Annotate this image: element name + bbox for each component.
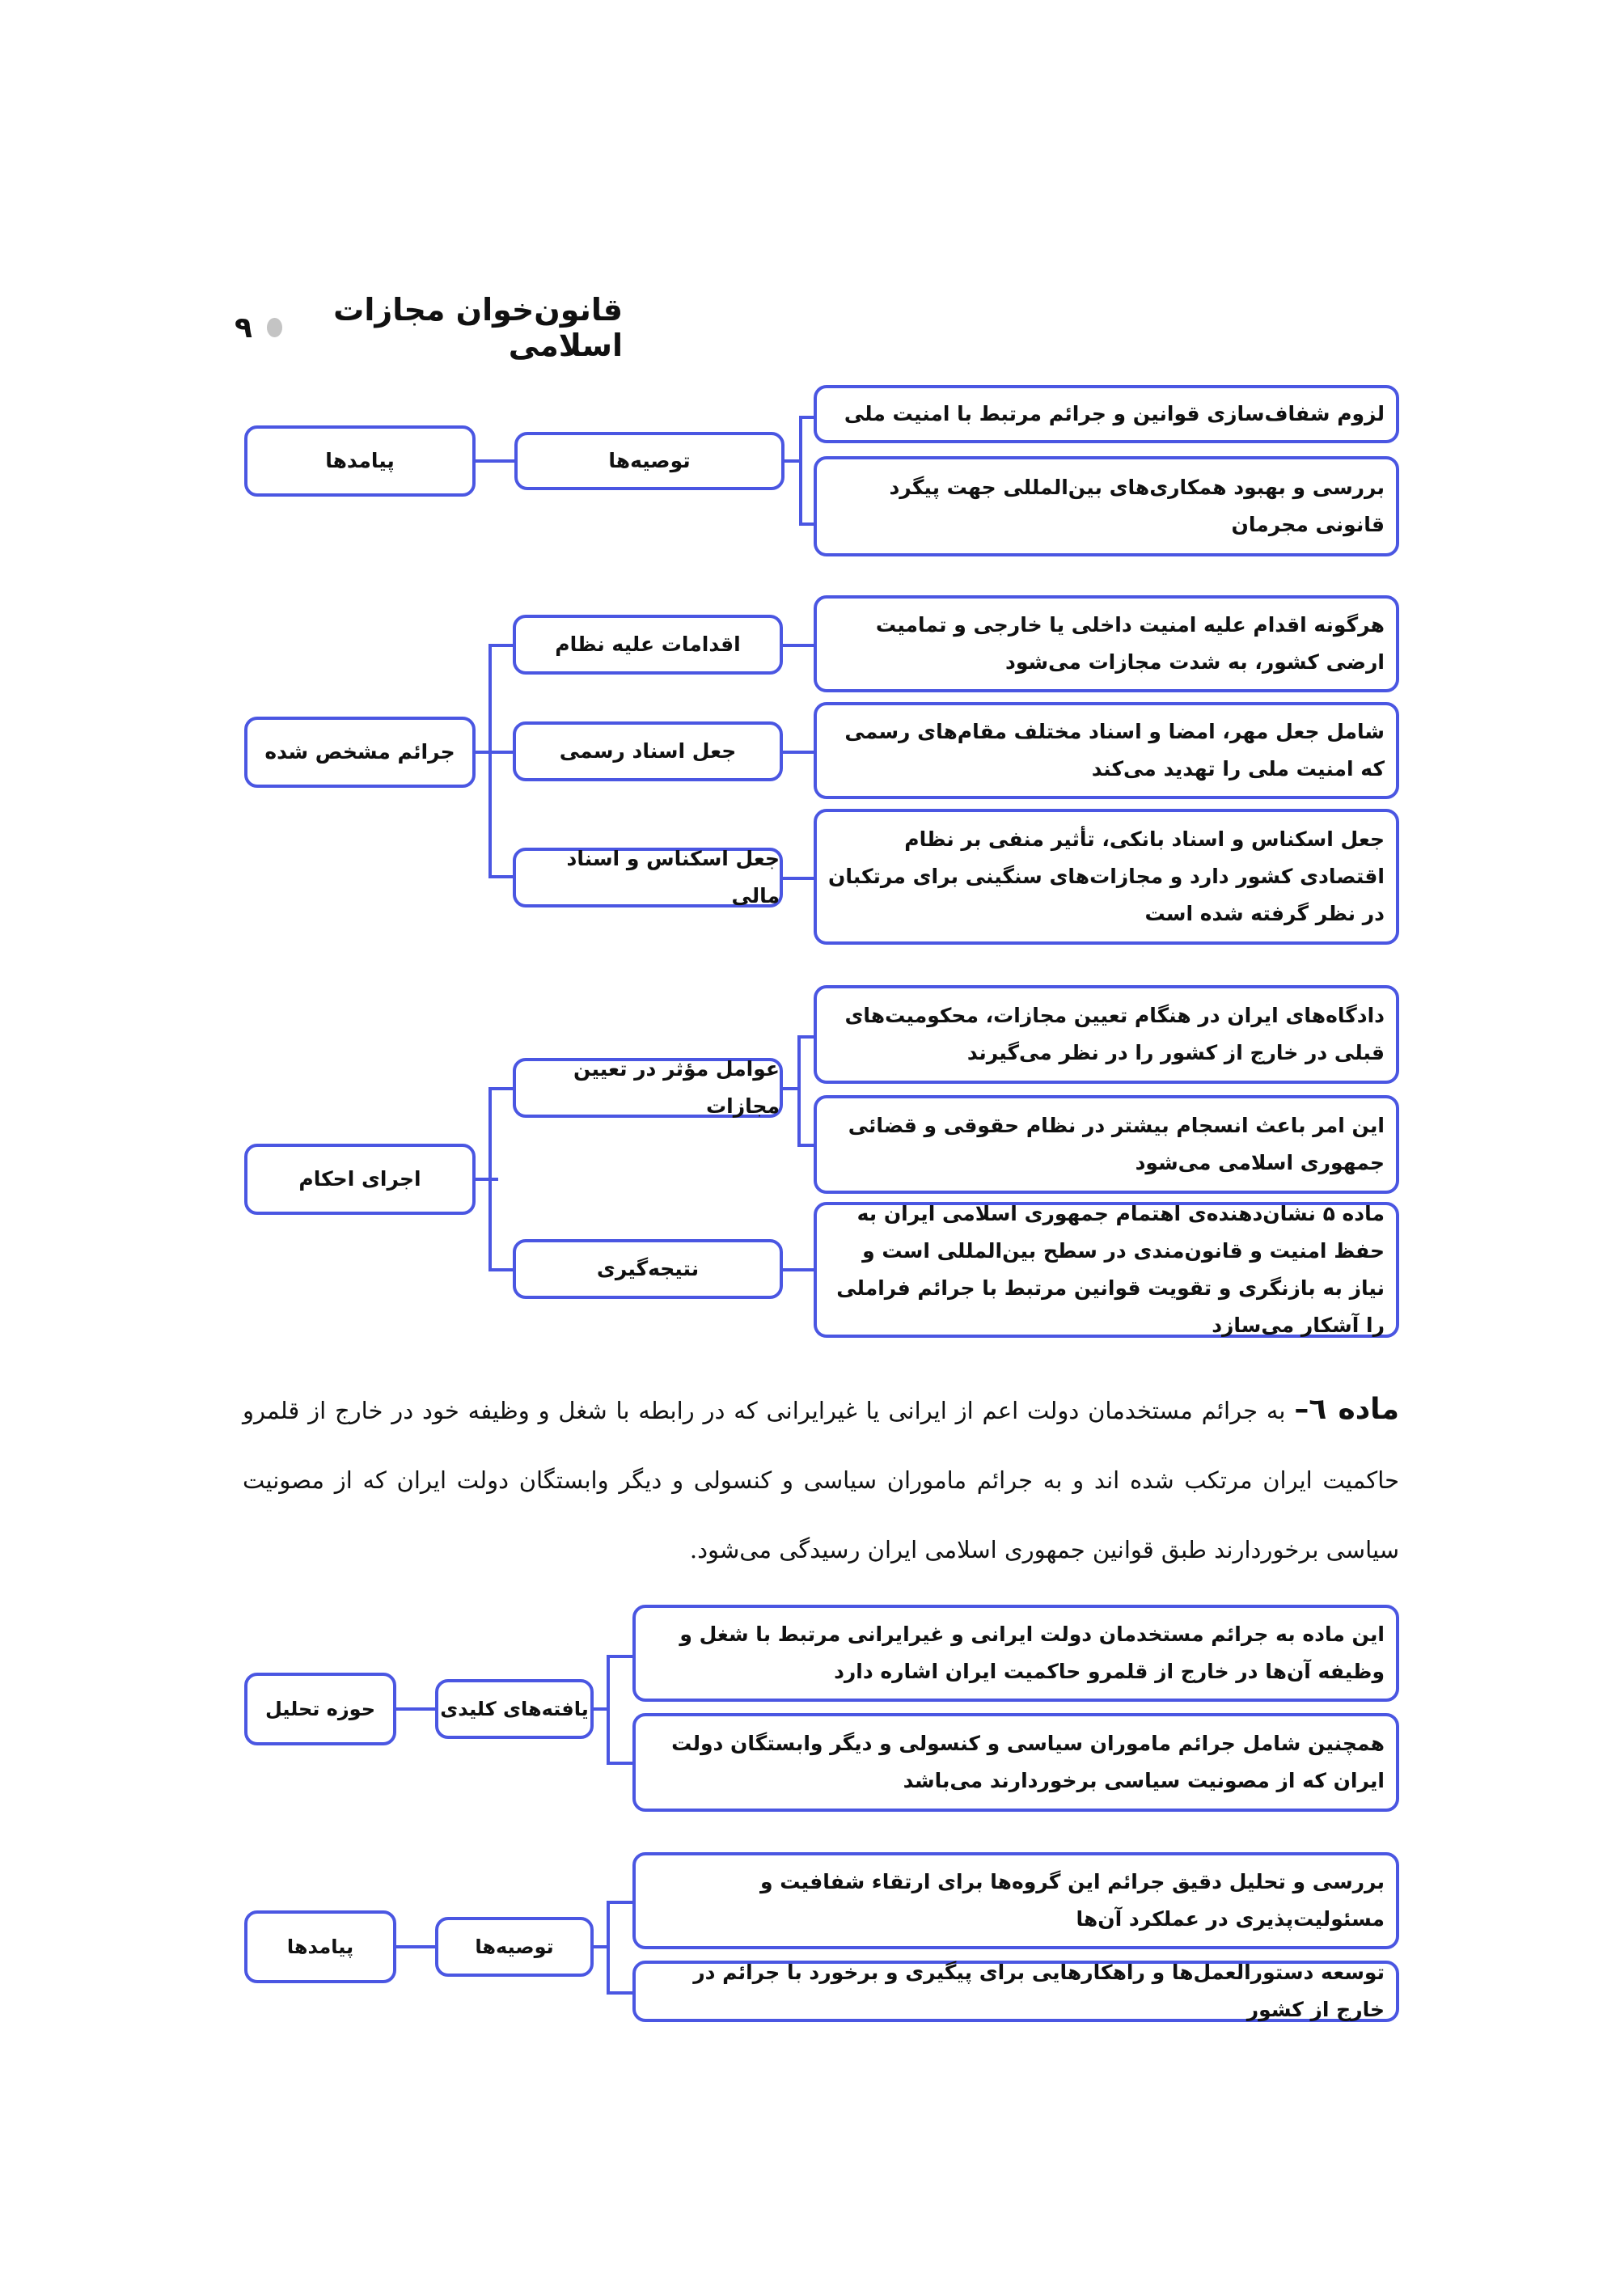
mid-node: عوامل مؤثر در تعیین مجازات (513, 1058, 783, 1118)
connector (396, 1945, 437, 1948)
connector (783, 1268, 815, 1271)
connector (488, 644, 514, 647)
article-label: ماده ٦– (1294, 1393, 1399, 1426)
leaf-node: هرگونه اقدام علیه امنیت داخلی یا خارجی و تمامیت ارضی کشور، به شدت مجازات می‌شود (814, 595, 1399, 692)
connector (476, 459, 514, 463)
connector (783, 644, 815, 647)
mid-node: اقدامات علیه نظام (513, 615, 783, 675)
page-number: ۹ (235, 311, 252, 345)
connector (476, 751, 514, 754)
connector (607, 1901, 634, 1904)
leaf-node: جعل اسکناس و اسناد بانکی، تأثیر منفی بر نظام اقتصادی کشور دارد و مجازات‌های سنگینی برای مرتکبان در نظر گرفته شده است (814, 809, 1399, 945)
connector (488, 1268, 514, 1271)
connector (607, 1901, 610, 1995)
connector (783, 751, 815, 754)
article-text: به جرائم مستخدمان دولت اعم از ایرانی یا غیرایرانی که در رابطه با شغل و وظیفه خود در خارج از قلمرو حاکمیت ایران مرتکب شده اند و به جرائم ماموران سیاسی و کنسولی و دیگر وابستگان دولت ایران که از مصونیت سیاسی برخوردارند طبق قوانین جمهوری اسلامی ایران رسیدگی می‌شود. (243, 1397, 1399, 1563)
mid-node: نتیجه‌گیری (513, 1239, 783, 1299)
article-6-paragraph (243, 1375, 1399, 1584)
root-node: پیامدها (244, 425, 476, 497)
connector (607, 1655, 610, 1765)
connector (799, 416, 802, 524)
connector (783, 1087, 799, 1090)
connector (396, 1707, 437, 1711)
leaf-node: این ماده به جرائم مستخدمان دولت ایرانی و غیرایرانی مرتبط با شغل و وظیفه آن‌ها در خارج از قلمرو حاکمیت ایران اشاره دارد (632, 1605, 1399, 1702)
connector (785, 459, 801, 463)
connector (488, 1087, 492, 1271)
mid-node: توصیه‌ها (435, 1917, 594, 1977)
connector (797, 1144, 815, 1147)
mid-node: توصیه‌ها (514, 432, 785, 490)
leaf-node: شامل جعل مهر، امضا و اسناد مختلف مقام‌های رسمی که امنیت ملی را تهدید می‌کند (814, 702, 1399, 799)
leaf-node: ماده ۵ نشان‌دهنده‌ی اهتمام جمهوری اسلامی ایران به حفظ امنیت و قانون‌مندی در سطح بین‌المللی است و نیاز به بازنگری و تقویت قوانین مرتبط با جرائم فراملی را آشکار می‌سازد (814, 1202, 1399, 1338)
root-node: حوزه تحلیل (244, 1673, 396, 1745)
root-node: جرائم مشخص شده (244, 717, 476, 788)
mid-node: جعل اسکناس و اسناد مالی (513, 848, 783, 907)
connector (797, 1035, 801, 1145)
connector (488, 875, 514, 878)
leaf-node: بررسی و تحلیل دقیق جرائم این گروه‌ها برای ارتقاء شفافیت و مسئولیت‌پذیری در عملکرد آن‌ها (632, 1852, 1399, 1949)
leaf-node: این امر باعث انسجام بیشتر در نظام حقوقی و قضائی جمهوری اسلامی می‌شود (814, 1095, 1399, 1194)
connector (799, 416, 815, 419)
separator-dot-icon (267, 318, 282, 337)
connector (783, 877, 815, 880)
connector (607, 1991, 634, 1995)
leaf-node: دادگاه‌های ایران در هنگام تعیین مجازات، محکومیت‌های قبلی در خارج از کشور را در نظر می‌گیرند (814, 985, 1399, 1084)
connector (488, 1087, 514, 1090)
connector (476, 1178, 498, 1181)
leaf-node: بررسی و بهبود همکاری‌های بین‌المللی جهت پیگرد قانونی مجرمان (814, 456, 1399, 556)
connector (607, 1655, 634, 1658)
mid-node: یافته‌های کلیدی (435, 1679, 594, 1739)
connector (799, 522, 815, 526)
root-node: اجرای احکام (244, 1144, 476, 1215)
leaf-node: لزوم شفاف‌سازی قوانین و جرائم مرتبط با امنیت ملی (814, 385, 1399, 443)
book-title: قانون‌خوان مجازات اسلامی (333, 292, 623, 363)
connector (797, 1035, 815, 1039)
leaf-node: همچنین شامل جرائم ماموران سیاسی و کنسولی و دیگر وابستگان دولت ایران که از مصونیت سیاسی برخوردارند می‌باشد (632, 1713, 1399, 1812)
connector (488, 644, 492, 878)
leaf-node: توسعه دستورالعمل‌ها و راهکارهایی برای پیگیری و برخورد با جرائم در خارج از کشور (632, 1961, 1399, 2022)
page-header (235, 292, 623, 363)
mid-node: جعل اسناد رسمی (513, 721, 783, 781)
connector (607, 1762, 634, 1765)
root-node: پیامدها (244, 1910, 396, 1983)
